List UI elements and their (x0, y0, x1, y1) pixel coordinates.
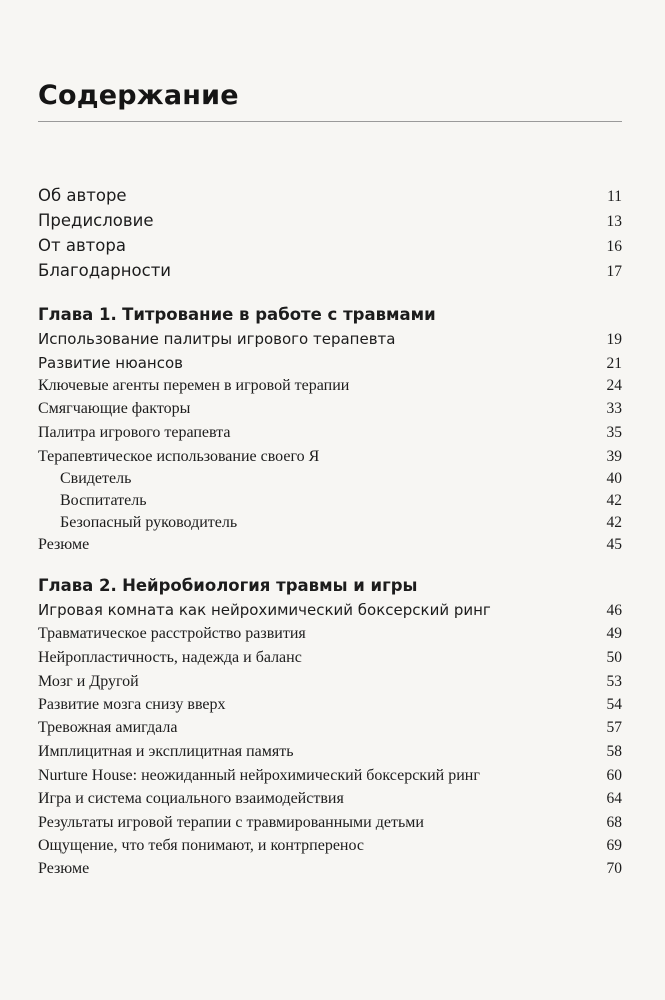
entry-page: 46 (606, 602, 622, 619)
toc-entry-acknowledgements (38, 261, 622, 281)
entry-page: 70 (606, 860, 622, 877)
toc-entry (38, 601, 622, 620)
entry-page: 17 (606, 263, 622, 280)
entry-page: 21 (606, 355, 622, 372)
entry-page: 24 (606, 377, 622, 394)
entry-label: Нейропластичность, надежда и баланс (38, 649, 302, 666)
entry-label: Nurture House: неожиданный нейрохимический боксерский ринг (38, 767, 480, 784)
toc-entry (38, 424, 622, 442)
toc-entry (38, 400, 622, 418)
chapter-heading-2 (38, 576, 622, 595)
entry-label: Об авторе (38, 186, 127, 205)
toc-entry-about-author (38, 186, 622, 206)
entry-page: 50 (606, 649, 622, 666)
entry-page: 19 (606, 331, 622, 348)
toc-entry (38, 743, 622, 761)
entry-label: Свидетель (60, 470, 132, 487)
toc-subentry (60, 470, 622, 488)
entry-page: 45 (606, 536, 622, 553)
entry-label: Благодарности (38, 261, 172, 280)
entry-page: 60 (606, 767, 622, 784)
entry-page: 39 (606, 448, 622, 465)
entry-label: Имплицитная и эксплицитная память (38, 743, 294, 760)
entry-label: Предисловие (38, 211, 154, 230)
entry-page: 68 (606, 814, 622, 831)
entry-label: Ключевые агенты перемен в игровой терапии (38, 377, 350, 394)
entry-page: 58 (606, 743, 622, 760)
entry-label: Использование палитры игрового терапевта (38, 330, 396, 348)
toc-entry (38, 448, 622, 466)
entry-label: Мозг и Другой (38, 673, 139, 690)
entry-label: Безопасный руководитель (60, 514, 238, 531)
entry-label: Ощущение, что тебя понимают, и контрперенос (38, 837, 364, 854)
toc-entry (38, 673, 622, 691)
toc-entry (38, 860, 622, 878)
entry-page: 64 (606, 790, 622, 807)
entry-page: 35 (606, 424, 622, 441)
entry-page: 42 (606, 492, 622, 509)
entry-page: 69 (606, 837, 622, 854)
chapter-heading-1 (38, 305, 622, 324)
entry-page: 11 (607, 188, 622, 205)
toc-entry (38, 625, 622, 643)
toc-entry (38, 354, 622, 373)
toc-entry (38, 649, 622, 667)
toc-subentry (60, 492, 622, 510)
entry-label: Терапевтическое использование своего Я (38, 448, 320, 465)
entry-page: 40 (606, 470, 622, 487)
entry-label: Смягчающие факторы (38, 400, 191, 417)
toc-entry (38, 837, 622, 855)
toc-entry (38, 767, 622, 785)
entry-label: Воспитатель (60, 492, 147, 509)
entry-label: Тревожная амигдала (38, 719, 178, 736)
entry-label: От автора (38, 236, 126, 255)
entry-label: Развитие мозга снизу вверх (38, 696, 226, 713)
chapter-title: Нейробиология травмы и игры (122, 576, 418, 595)
title-rule (38, 121, 622, 122)
entry-page: 16 (606, 238, 622, 255)
toc-entry (38, 790, 622, 808)
toc-entry-preface (38, 211, 622, 231)
entry-page: 57 (606, 719, 622, 736)
entry-label: Палитра игрового терапевта (38, 424, 231, 441)
entry-label: Резюме (38, 536, 90, 553)
entry-label: Игра и система социального взаимодействия (38, 790, 344, 807)
toc-entry (38, 696, 622, 714)
entry-label: Игровая комната как нейрохимический боксерский ринг (38, 601, 491, 619)
toc-entry (38, 377, 622, 395)
chapter-number: Глава 2. (38, 576, 117, 595)
entry-page: 33 (606, 400, 622, 417)
entry-label: Травматическое расстройство развития (38, 625, 306, 642)
entry-label: Развитие нюансов (38, 354, 183, 372)
page-title: Содержание (38, 80, 239, 111)
toc-subentry (60, 514, 622, 532)
toc-entry (38, 330, 622, 349)
entry-page: 49 (606, 625, 622, 642)
toc-entry (38, 536, 622, 554)
toc-entry (38, 719, 622, 737)
entry-page: 42 (606, 514, 622, 531)
entry-page: 53 (606, 673, 622, 690)
entry-label: Резюме (38, 860, 90, 877)
chapter-number: Глава 1. (38, 305, 117, 324)
chapter-title: Титрование в работе с травмами (122, 305, 436, 324)
entry-page: 13 (606, 213, 622, 230)
entry-page: 54 (606, 696, 622, 713)
toc-entry (38, 814, 622, 832)
entry-label: Результаты игровой терапии с травмированными детьми (38, 814, 424, 831)
toc-entry-from-author (38, 236, 622, 256)
